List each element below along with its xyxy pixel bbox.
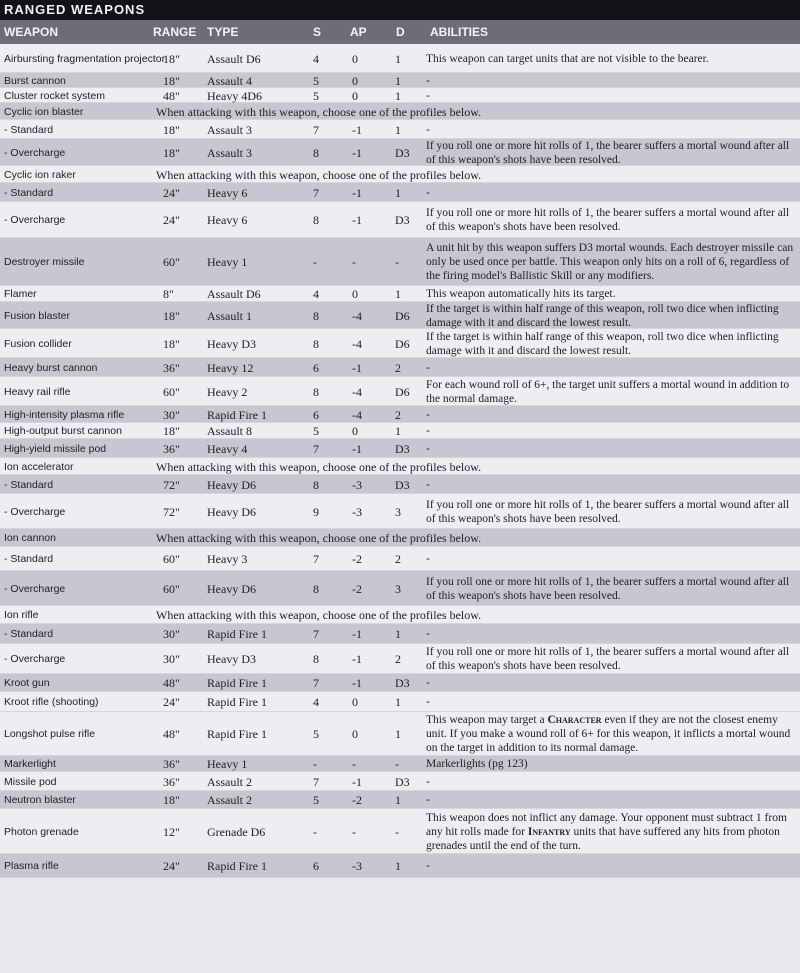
weapon-strength: -: [313, 825, 317, 839]
header-type: TYPE: [207, 25, 239, 39]
weapon-name: Markerlight: [4, 758, 56, 770]
weapon-range: 48": [163, 727, 180, 741]
header-d: D: [396, 25, 405, 39]
weapon-damage: 2: [395, 652, 401, 666]
weapon-name: High-yield missile pod: [4, 443, 107, 455]
table-row: [0, 712, 800, 756]
table-row: [0, 439, 800, 458]
weapon-strength: 7: [313, 123, 319, 137]
weapon-ap: -1: [352, 775, 362, 789]
weapon-name: Neutron blaster: [4, 794, 76, 806]
weapon-range: 30": [163, 627, 180, 641]
weapon-ap: -4: [352, 408, 362, 422]
weapon-strength: 8: [313, 146, 319, 160]
weapon-name: High-intensity plasma rifle: [4, 409, 125, 421]
weapon-ap: 0: [352, 287, 358, 301]
weapon-abilities: -: [426, 677, 430, 689]
weapon-ap: -4: [352, 385, 362, 399]
weapon-type: Heavy 3: [207, 552, 248, 566]
weapon-type: Heavy D3: [207, 652, 256, 666]
weapon-ap: -4: [352, 309, 362, 323]
weapon-name: Kroot gun: [4, 677, 50, 689]
weapon-range: 18": [163, 74, 180, 88]
weapon-type: Heavy D6: [207, 505, 256, 519]
weapon-damage: D3: [395, 676, 410, 690]
weapon-strength: 5: [313, 424, 319, 438]
weapon-strength: 8: [313, 478, 319, 492]
profile-note: When attacking with this weapon, choose one of the profiles below.: [156, 460, 482, 474]
weapon-abilities: If the target is within half range of this weapon, roll two dice when inflicting damage with it and discard the lowest result.: [426, 303, 779, 329]
table-title: RANGED WEAPONS: [0, 0, 800, 20]
weapon-strength: 5: [313, 74, 319, 88]
weapon-ap: -1: [352, 627, 362, 641]
weapon-range: 48": [163, 89, 180, 103]
weapon-ap: -1: [352, 213, 362, 227]
weapon-name: Ion rifle: [4, 609, 39, 621]
weapon-type: Rapid Fire 1: [207, 727, 267, 741]
table-row: [0, 809, 800, 854]
weapon-abilities: For each wound roll of 6+, the target unit suffers a mortal wound in addition to the normal damage.: [426, 379, 790, 405]
weapon-range: 36": [163, 442, 180, 456]
weapon-type: Heavy 4D6: [207, 89, 262, 103]
weapon-strength: 7: [313, 442, 319, 456]
weapon-abilities: [426, 713, 794, 755]
weapon-damage: 1: [395, 727, 401, 741]
weapon-strength: 4: [313, 52, 319, 66]
weapon-abilities: -: [426, 409, 430, 421]
weapon-damage: 2: [395, 361, 401, 375]
weapon-damage: 3: [395, 582, 401, 596]
weapon-damage: 1: [395, 627, 401, 641]
weapon-ap: 0: [352, 424, 358, 438]
weapon-strength: 8: [313, 309, 319, 323]
weapon-damage: D6: [395, 385, 410, 399]
weapon-damage: D3: [395, 146, 410, 160]
table-row: [0, 791, 800, 809]
weapon-damage: D6: [395, 309, 410, 323]
weapon-range: 36": [163, 757, 180, 771]
weapon-damage: 1: [395, 52, 401, 66]
weapon-type: Rapid Fire 1: [207, 859, 267, 873]
abilities-keyword: Character: [547, 714, 602, 726]
weapon-damage: 3: [395, 505, 401, 519]
weapon-strength: 7: [313, 186, 319, 200]
weapon-strength: -: [313, 255, 317, 269]
weapon-range: 24": [163, 695, 180, 709]
weapon-type: Heavy 1: [207, 757, 248, 771]
weapon-name: - Standard: [4, 628, 54, 640]
weapon-type: Assault 8: [207, 424, 252, 438]
weapon-strength: 7: [313, 775, 319, 789]
weapon-range: 30": [163, 652, 180, 666]
weapon-name: High-output burst cannon: [4, 425, 122, 437]
table-row: [0, 772, 800, 791]
weapon-range: 18": [163, 146, 180, 160]
weapon-name: Kroot rifle (shooting): [4, 696, 99, 708]
weapon-strength: 8: [313, 582, 319, 596]
weapon-damage: 1: [395, 186, 401, 200]
weapon-range: 18": [163, 793, 180, 807]
weapon-name: Flamer: [4, 288, 37, 300]
weapon-range: 18": [163, 337, 180, 351]
weapon-strength: 7: [313, 552, 319, 566]
weapon-ap: 0: [352, 74, 358, 88]
table-row: [0, 756, 800, 772]
header-ap: AP: [350, 25, 367, 39]
table-row: [0, 44, 800, 73]
weapon-damage: D3: [395, 442, 410, 456]
header-weapon: WEAPON: [4, 25, 58, 39]
weapon-ap: -1: [352, 652, 362, 666]
weapon-abilities: -: [426, 90, 430, 102]
weapon-damage: 1: [395, 287, 401, 301]
weapon-abilities: If you roll one or more hit rolls of 1, the bearer suffers a mortal wound after all of this weapon's shots have been resolved.: [426, 646, 790, 672]
weapon-abilities: -: [426, 860, 430, 872]
weapon-abilities: If the target is within half range of this weapon, roll two dice when inflicting damage with it and discard the lowest result.: [426, 331, 779, 357]
weapon-abilities: -: [426, 696, 430, 708]
weapon-range: 18": [163, 52, 180, 66]
weapon-type: Heavy 6: [207, 186, 248, 200]
weapon-name: Longshot pulse rifle: [4, 728, 96, 740]
table-row: [0, 139, 800, 166]
weapon-abilities: If you roll one or more hit rolls of 1, the bearer suffers a mortal wound after all of this weapon's shots have been resolved.: [426, 207, 790, 233]
weapon-damage: 2: [395, 408, 401, 422]
weapon-abilities: Markerlights (pg 123): [426, 758, 528, 770]
table-row: [0, 88, 800, 103]
table-row: [0, 202, 800, 238]
weapon-ap: 0: [352, 727, 358, 741]
weapon-type: Assault D6: [207, 52, 261, 66]
weapon-strength: 6: [313, 361, 319, 375]
weapon-strength: 4: [313, 287, 319, 301]
table-row: [0, 73, 800, 88]
weapon-abilities: -: [426, 553, 430, 565]
weapon-abilities: [426, 811, 794, 853]
weapon-type: Heavy 6: [207, 213, 248, 227]
table-row: [0, 302, 800, 329]
weapon-range: 8": [163, 287, 174, 301]
weapon-range: 18": [163, 309, 180, 323]
weapon-damage: 1: [395, 89, 401, 103]
table-row: [0, 547, 800, 571]
weapon-abilities: If you roll one or more hit rolls of 1, the bearer suffers a mortal wound after all of this weapon's shots have been resolved.: [426, 499, 790, 525]
weapons-table-body: [0, 44, 800, 878]
weapon-range: 36": [163, 775, 180, 789]
weapon-damage: 1: [395, 695, 401, 709]
weapon-name: Plasma rifle: [4, 860, 59, 872]
weapon-ap: -2: [352, 552, 362, 566]
weapon-damage: 1: [395, 424, 401, 438]
weapon-strength: 5: [313, 793, 319, 807]
weapon-type: Assault 3: [207, 146, 252, 160]
weapon-abilities: -: [426, 425, 430, 437]
weapon-name: Destroyer missile: [4, 256, 85, 268]
weapon-damage: 1: [395, 74, 401, 88]
weapon-name: Airbursting fragmentation projector: [4, 53, 166, 65]
weapon-damage: 1: [395, 859, 401, 873]
table-row: [0, 692, 800, 712]
weapon-damage: 1: [395, 793, 401, 807]
weapon-ap: -4: [352, 337, 362, 351]
weapon-ap: -: [352, 825, 356, 839]
weapon-strength: -: [313, 757, 317, 771]
header-abilities: ABILITIES: [430, 25, 489, 39]
table-row: [0, 458, 800, 475]
weapon-strength: 7: [313, 676, 319, 690]
table-row: [0, 406, 800, 423]
abilities-text: even if they are not the closest enemy unit. If you make a wound roll of 6+ for this weapon, it inflicts a mortal wound on the target in addition to its normal damage.: [426, 714, 791, 754]
weapon-abilities: This weapon can target units that are not visible to the bearer.: [426, 53, 709, 65]
weapon-abilities: This weapon automatically hits its target.: [426, 288, 616, 300]
weapon-ap: -3: [352, 859, 362, 873]
weapon-strength: 6: [313, 408, 319, 422]
weapon-abilities: -: [426, 187, 430, 199]
weapon-damage: -: [395, 825, 399, 839]
weapon-ap: -1: [352, 442, 362, 456]
weapon-range: 18": [163, 123, 180, 137]
weapon-strength: 8: [313, 385, 319, 399]
weapon-range: 24": [163, 213, 180, 227]
table-row: [0, 475, 800, 494]
table-header: [0, 20, 800, 44]
weapon-range: 24": [163, 186, 180, 200]
weapon-name: Cyclic ion blaster: [4, 106, 84, 118]
abilities-text: This weapon does not inflict any damage. Your opponent must subtract 1 from any hit rolls made for: [426, 812, 787, 838]
weapon-name: Burst cannon: [4, 75, 66, 87]
weapon-damage: D3: [395, 775, 410, 789]
table-row: [0, 103, 800, 120]
weapon-type: Rapid Fire 1: [207, 676, 267, 690]
weapon-name: - Overcharge: [4, 147, 66, 159]
weapon-damage: 2: [395, 552, 401, 566]
weapon-abilities: -: [426, 443, 430, 455]
weapon-range: 24": [163, 859, 180, 873]
weapon-abilities: -: [426, 75, 430, 87]
weapon-type: Heavy 12: [207, 361, 254, 375]
weapon-name: Fusion blaster: [4, 310, 70, 322]
weapon-name: Ion accelerator: [4, 461, 74, 473]
weapon-type: Assault D6: [207, 287, 261, 301]
table-row: [0, 494, 800, 529]
weapon-strength: 8: [313, 652, 319, 666]
weapon-ap: -1: [352, 123, 362, 137]
weapon-name: Photon grenade: [4, 826, 79, 838]
table-row: [0, 423, 800, 439]
weapon-strength: 6: [313, 859, 319, 873]
weapon-name: - Overcharge: [4, 583, 66, 595]
weapon-ap: -1: [352, 146, 362, 160]
weapon-range: 60": [163, 255, 180, 269]
weapon-abilities: -: [426, 794, 430, 806]
weapon-strength: 8: [313, 213, 319, 227]
weapon-ap: 0: [352, 695, 358, 709]
weapon-ap: -2: [352, 582, 362, 596]
header-range: RANGE: [153, 25, 197, 39]
weapon-abilities: -: [426, 362, 430, 374]
weapon-range: 36": [163, 361, 180, 375]
weapon-type: Rapid Fire 1: [207, 695, 267, 709]
weapon-type: Rapid Fire 1: [207, 408, 267, 422]
table-row: [0, 183, 800, 202]
weapon-name: - Standard: [4, 187, 54, 199]
weapon-type: Heavy 4: [207, 442, 248, 456]
abilities-text: units that have suffered any hits from photon grenades until the end of the turn.: [426, 826, 780, 852]
weapon-range: 60": [163, 582, 180, 596]
table-row: [0, 166, 800, 183]
weapon-ap: -1: [352, 361, 362, 375]
weapon-ap: -: [352, 255, 356, 269]
weapon-name: Heavy rail rifle: [4, 386, 71, 398]
weapon-abilities: If you roll one or more hit rolls of 1, the bearer suffers a mortal wound after all of this weapon's shots have been resolved.: [426, 140, 790, 166]
weapon-type: Heavy 1: [207, 255, 248, 269]
weapon-range: 72": [163, 505, 180, 519]
profile-note: When attacking with this weapon, choose one of the profiles below.: [156, 168, 482, 182]
weapon-strength: 4: [313, 695, 319, 709]
weapon-name: - Overcharge: [4, 506, 66, 518]
weapon-strength: 7: [313, 627, 319, 641]
table-row: [0, 529, 800, 547]
weapon-name: - Standard: [4, 553, 54, 565]
weapon-name: Fusion collider: [4, 338, 72, 350]
weapon-type: Heavy 2: [207, 385, 248, 399]
weapon-name: Missile pod: [4, 776, 57, 788]
weapon-type: Rapid Fire 1: [207, 627, 267, 641]
weapon-damage: D3: [395, 478, 410, 492]
profile-note: When attacking with this weapon, choose one of the profiles below.: [156, 608, 482, 622]
weapon-name: Cyclic ion raker: [4, 169, 76, 181]
weapon-range: 60": [163, 552, 180, 566]
weapon-damage: -: [395, 255, 399, 269]
weapon-abilities: If you roll one or more hit rolls of 1, the bearer suffers a mortal wound after all of this weapon's shots have been resolved.: [426, 576, 790, 602]
abilities-text: This weapon may target a: [426, 714, 548, 726]
weapon-type: Heavy D6: [207, 582, 256, 596]
weapon-ap: 0: [352, 89, 358, 103]
weapon-range: 72": [163, 478, 180, 492]
profile-note: When attacking with this weapon, choose one of the profiles below.: [156, 105, 482, 119]
weapon-type: Heavy D6: [207, 478, 256, 492]
table-row: [0, 286, 800, 302]
table-row: [0, 377, 800, 406]
weapon-ap: -3: [352, 505, 362, 519]
weapon-abilities: A unit hit by this weapon suffers D3 mortal wounds. Each destroyer missile can only be used once per battle. This weapon only hits on a roll of 6, regardless of the firing model's Ballistic Skill or any modifiers.: [426, 242, 794, 282]
table-row: [0, 674, 800, 692]
weapon-type: Heavy D3: [207, 337, 256, 351]
weapon-abilities: -: [426, 479, 430, 491]
weapon-damage: D6: [395, 337, 410, 351]
weapon-name: Heavy burst cannon: [4, 362, 98, 374]
table-row: [0, 644, 800, 674]
weapon-damage: 1: [395, 123, 401, 137]
weapon-range: 12": [163, 825, 180, 839]
weapon-type: Assault 3: [207, 123, 252, 137]
weapon-name: - Standard: [4, 479, 54, 491]
weapon-ap: -1: [352, 676, 362, 690]
table-row: [0, 624, 800, 644]
table-row: [0, 571, 800, 606]
profile-note: When attacking with this weapon, choose one of the profiles below.: [156, 531, 482, 545]
weapon-name: Ion cannon: [4, 532, 56, 544]
weapon-name: Cluster rocket system: [4, 90, 105, 102]
weapon-strength: 9: [313, 505, 319, 519]
weapon-name: - Standard: [4, 124, 54, 136]
weapon-strength: 8: [313, 337, 319, 351]
weapon-abilities: -: [426, 776, 430, 788]
weapon-type: Assault 2: [207, 793, 252, 807]
weapon-type: Assault 1: [207, 309, 252, 323]
weapon-abilities: -: [426, 124, 430, 136]
weapon-type: Assault 4: [207, 74, 252, 88]
abilities-keyword: Infantry: [527, 826, 571, 838]
weapon-ap: -1: [352, 186, 362, 200]
weapon-strength: 5: [313, 89, 319, 103]
table-row: [0, 606, 800, 624]
weapon-ap: -: [352, 757, 356, 771]
weapon-type: Assault 2: [207, 775, 252, 789]
weapon-range: 60": [163, 385, 180, 399]
weapon-abilities: -: [426, 628, 430, 640]
table-row: [0, 854, 800, 878]
weapon-range: 48": [163, 676, 180, 690]
weapon-ap: -3: [352, 478, 362, 492]
weapon-damage: D3: [395, 213, 410, 227]
table-row: [0, 358, 800, 377]
table-row: [0, 120, 800, 139]
weapon-strength: 5: [313, 727, 319, 741]
header-s: S: [313, 25, 322, 39]
weapon-type: Grenade D6: [207, 825, 266, 839]
weapon-damage: -: [395, 757, 399, 771]
table-row: [0, 329, 800, 358]
weapon-name: - Overcharge: [4, 653, 66, 665]
weapon-range: 30": [163, 408, 180, 422]
weapon-ap: 0: [352, 52, 358, 66]
weapon-range: 18": [163, 424, 180, 438]
weapon-ap: -2: [352, 793, 362, 807]
table-row: [0, 238, 800, 286]
weapon-name: - Overcharge: [4, 214, 66, 226]
